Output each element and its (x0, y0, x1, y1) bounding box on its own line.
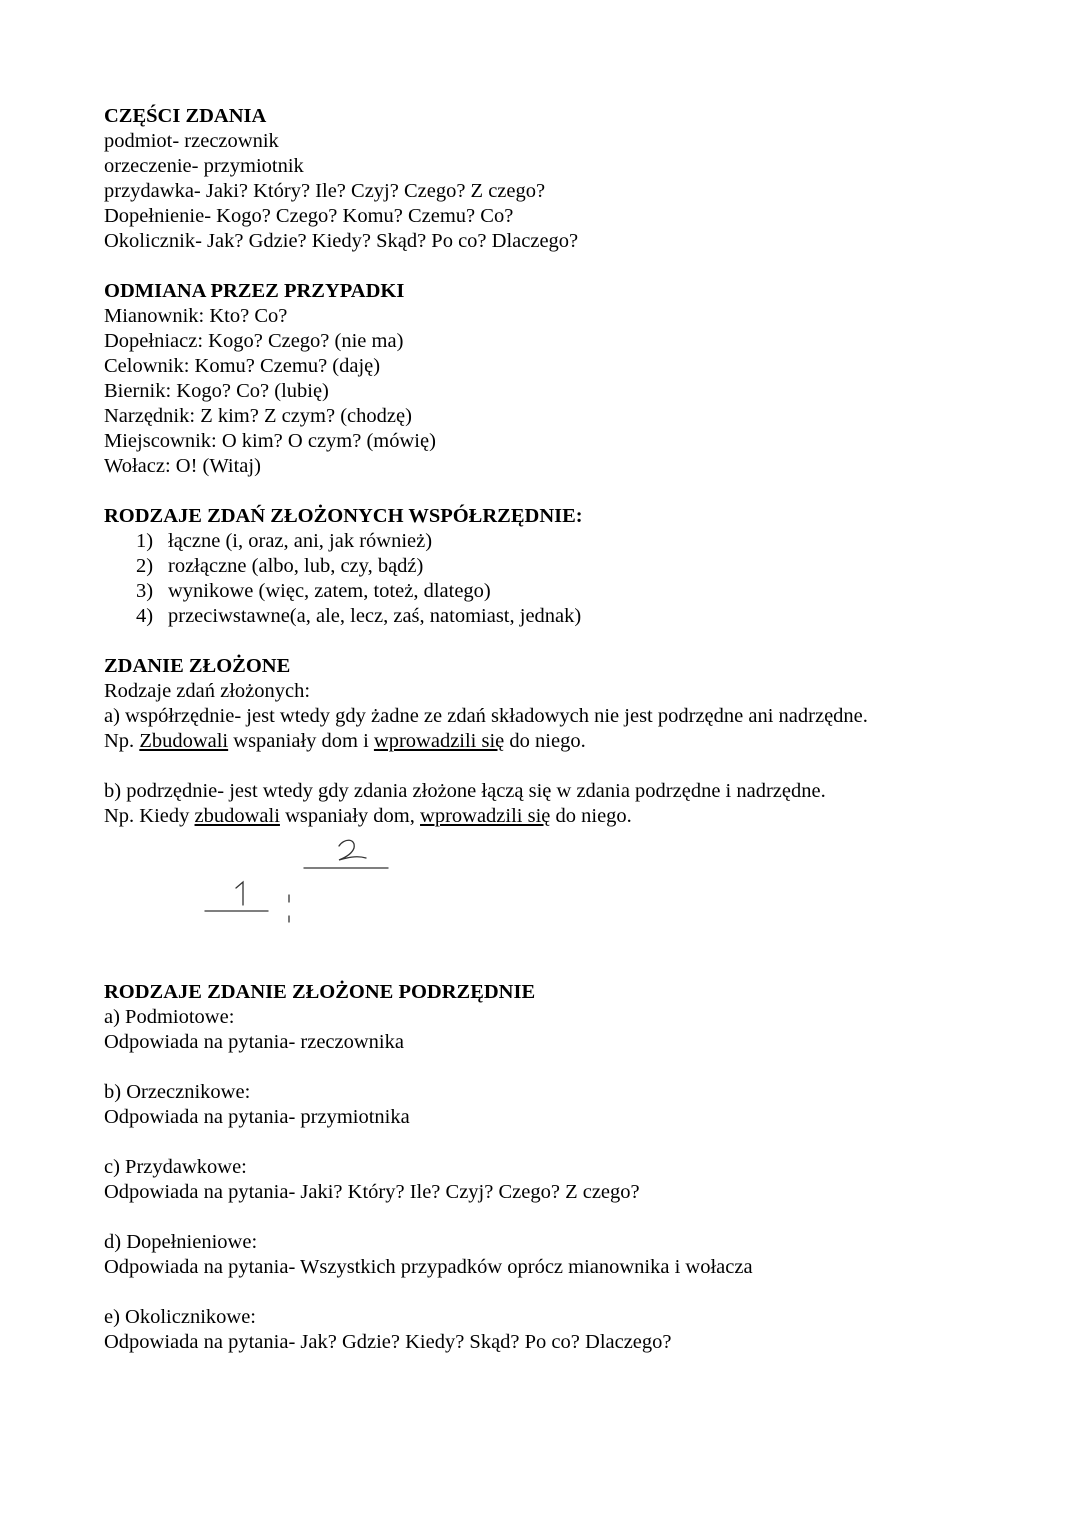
blank-line (104, 1130, 1004, 1155)
section-heading: CZĘŚCI ZDANIA (104, 105, 267, 127)
section-heading: ZDANIE ZŁOŻONE (104, 655, 291, 677)
entry-label: c) Przydawkowe: (104, 1156, 247, 1178)
entry-text: Odpowiada na pytania- Jaki? Który? Ile? Czyj? Czego? Z czego? (104, 1181, 640, 1203)
entry-text: Odpowiada na pytania- rzeczownika (104, 1031, 404, 1053)
entry-text: Odpowiada na pytania- przymiotnika (104, 1106, 410, 1128)
text-line: Dopełniacz: Kogo? Czego? (nie ma) (104, 330, 404, 352)
text-line: Celownik: Komu? Czemu? (daję) (104, 355, 381, 377)
underlined-predicate: Zbudowali (139, 730, 229, 752)
entry-text: Odpowiada na pytania- Wszystkich przypadków oprócz mianownika i wołacza (104, 1256, 753, 1278)
text-line: orzeczenie- przymiotnik (104, 155, 304, 177)
example-text: wspaniały dom i (228, 730, 374, 752)
list-number: 4) (136, 605, 154, 627)
blank-line (104, 1280, 1004, 1305)
blank-line (104, 1055, 1004, 1080)
list-number: 1) (136, 530, 154, 552)
list-text: wynikowe (więc, zatem, toteż, dlatego) (168, 580, 491, 602)
handwritten-mark-1 (205, 882, 289, 922)
list-number: 3) (136, 580, 154, 602)
list-text: łączne (i, oraz, ani, jak również) (168, 530, 433, 552)
example-text: Np. Kiedy (104, 805, 195, 827)
blank-line (104, 1205, 1004, 1230)
text-line: Dopełnienie- Kogo? Czego? Komu? Czemu? Co? (104, 205, 514, 227)
text-line: Rodzaje zdań złożonych: (104, 680, 311, 702)
entry-label: e) Okolicznikowe: (104, 1306, 256, 1328)
entry-label: d) Dopełnieniowe: (104, 1231, 258, 1253)
text-line: b) podrzędnie- jest wtedy gdy zdania złożone łączą się w zdania podrzędne i nadrzędne. (104, 780, 826, 802)
underlined-predicate: wprowadzili się (373, 730, 505, 752)
entry-label: a) Podmiotowe: (104, 1006, 235, 1028)
list-number: 2) (136, 555, 154, 577)
section-heading: RODZAJE ZDANIE ZŁOŻONE PODRZĘDNIE (104, 981, 536, 1003)
text-line: Biernik: Kogo? Co? (lubię) (104, 380, 329, 402)
text-line: Mianownik: Kto? Co? (104, 305, 288, 327)
example-text: do niego. (550, 805, 632, 827)
text-line: Narzędnik: Z kim? Z czym? (chodzę) (104, 405, 412, 427)
entry-text: Odpowiada na pytania- Jak? Gdzie? Kiedy? Skąd? Po co? Dlaczego? (104, 1331, 672, 1353)
section-heading: RODZAJE ZDAŃ ZŁOŻONYCH WSPÓŁRZĘDNIE: (104, 505, 583, 527)
entry-label: b) Orzecznikowe: (104, 1081, 251, 1103)
section-subordinate-types (104, 980, 1004, 1355)
handwritten-mark-2 (304, 840, 388, 868)
example-text: Np. (104, 730, 140, 752)
underlined-predicate: zbudowali (194, 805, 280, 827)
text-line: Okolicznik- Jak? Gdzie? Kiedy? Skąd? Po co? Dlaczego? (104, 230, 579, 252)
text-line: Miejscownik: O kim? O czym? (mówię) (104, 430, 436, 452)
section-heading: ODMIANA PRZEZ PRZYPADKI (104, 280, 405, 302)
underlined-predicate: wprowadzili się (420, 805, 551, 827)
text-line: a) współrzędnie- jest wtedy gdy żadne ze zdań składowych nie jest podrzędne ani nadrzędne. (104, 705, 868, 727)
example-text: wspaniały dom, (279, 805, 421, 827)
list-text: rozłączne (albo, lub, czy, bądź) (168, 555, 424, 577)
list-text: przeciwstawne(a, ale, lecz, zaś, natomiast, jednak) (168, 605, 582, 627)
text-line: Wołacz: O! (Witaj) (104, 455, 261, 477)
example-text: do niego. (504, 730, 586, 752)
text-line: przydawka- Jaki? Który? Ile? Czyj? Czego? Z czego? (104, 180, 546, 202)
text-line: podmiot- rzeczownik (104, 130, 279, 152)
